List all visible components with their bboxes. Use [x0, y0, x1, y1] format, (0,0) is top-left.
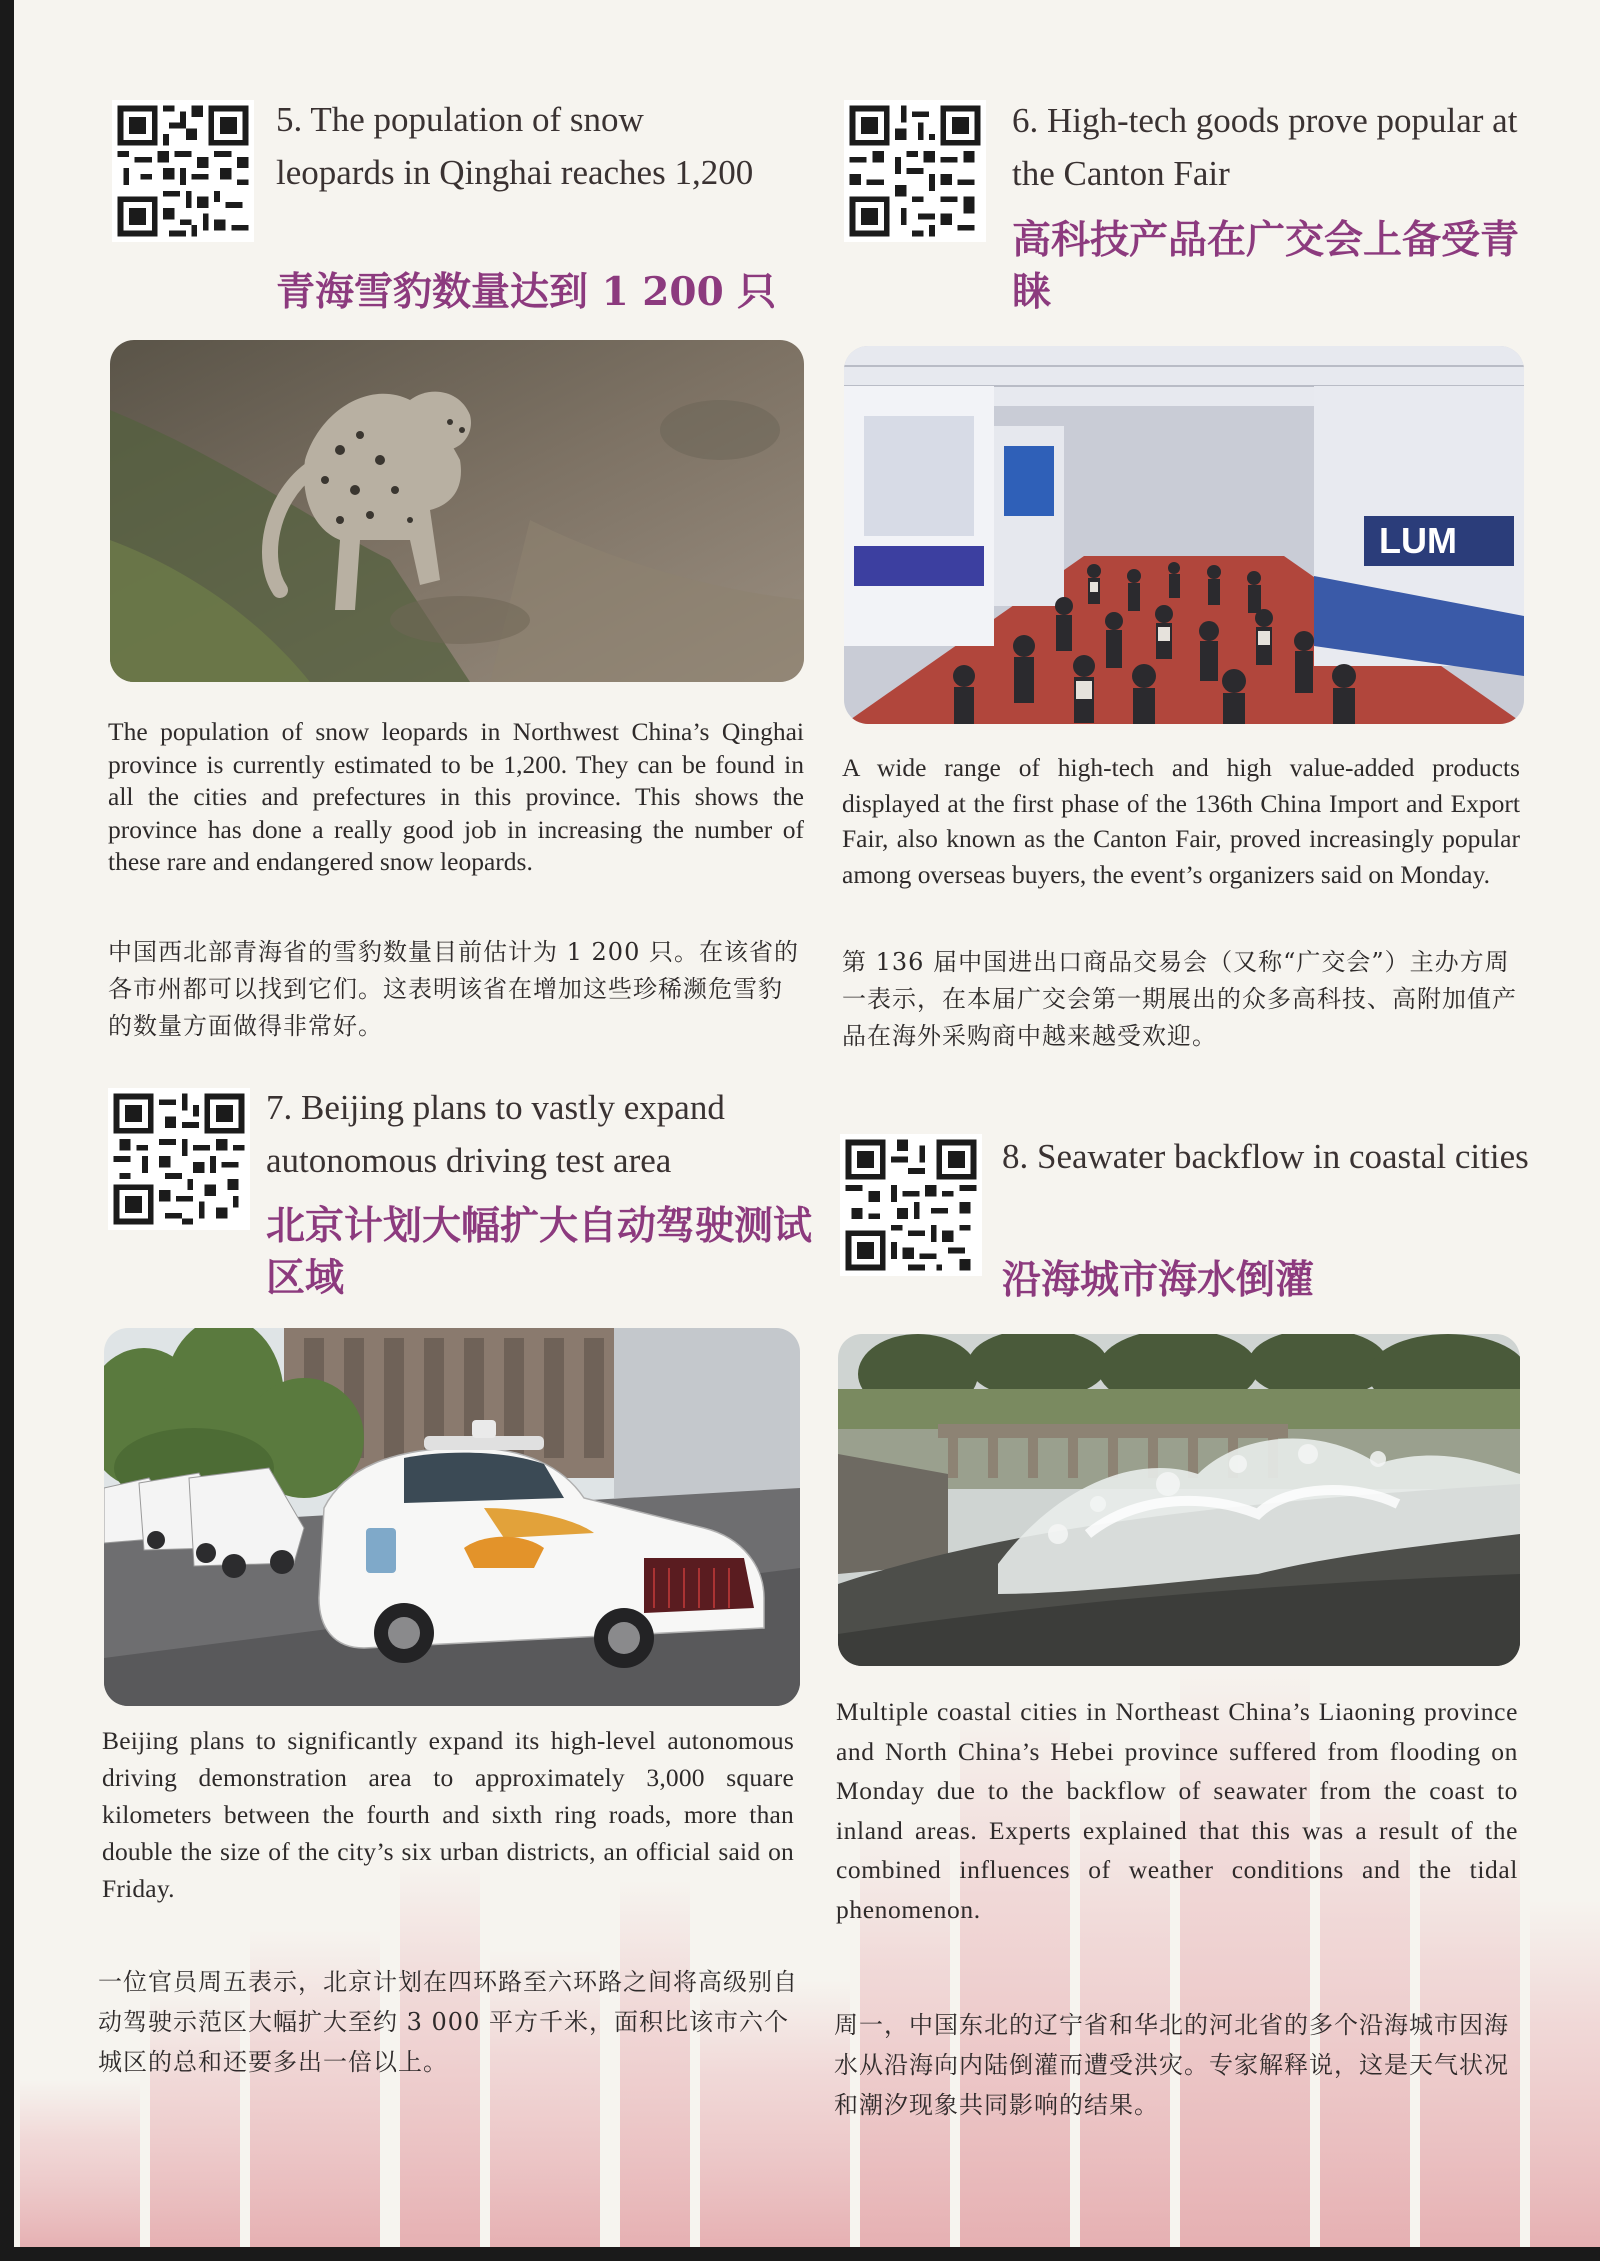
article-body-en: Multiple coastal cities in Northeast China’s Liaoning province and North China’s Hebei province suffered from flooding on Monday due to the backflow of seawater from the coast to inland areas. Experts explained that this was a result of the combined influences of weather conditions and the tidal phenomenon. — [836, 1697, 1518, 1924]
article-body-en: A wide range of high-tech and high value-added products displayed at the first phase of the 136th China Import and Export Fair, also known as the Canton Fair, proved increasingly popular among overseas buyers, the event’s organizers said on Monday. — [842, 753, 1520, 889]
article-title-cn: 青海雪豹数量达到 1 200 只 — [276, 269, 777, 315]
article-title-en: 7. Beijing plans to vastly expand autonomous driving test area — [266, 1088, 725, 1180]
qr-code[interactable] — [840, 1134, 982, 1276]
qr-code[interactable] — [844, 100, 986, 242]
canton-fair-photo — [844, 346, 1524, 724]
article-body-cn: 中国西北部青海省的雪豹数量目前估计为 1 200 只。在该省的各市州都可以找到它们。这表明该省在增加这些珍稀濒危雪豹的数量方面做得非常好。 — [108, 938, 799, 1040]
qr-code[interactable] — [108, 1088, 250, 1230]
article-body-cn: 周一，中国东北的辽宁省和华北的河北省的多个沿海城市因海水从沿海向内陆倒灌而遭受洪灾。专家解释说，这是天气状况和潮汐现象共同影响的结果。 — [834, 2011, 1509, 2119]
article-body-cn: 第 136 届中国进出口商品交易会（又称“广交会”）主办方周一表示，在本届广交会第一期展出的众多高科技、高附加值产品在海外采购商中越来越受欢迎。 — [842, 948, 1517, 1050]
article-title-en: 8. Seawater backflow in coastal cities — [1002, 1137, 1529, 1176]
article-title-en: 6. High-tech goods prove popular at the Canton Fair — [1012, 101, 1518, 193]
article-body-en: The population of snow leopards in Northwest China’s Qinghai province is currently estimated to be 1,200. They can be found in all the cities and prefectures in this province. This shows the province has done a really good job in increasing the number of these rare and endangered snow leopards. — [108, 717, 804, 876]
article-title-en: 5. The population of snow leopards in Qinghai reaches 1,200 — [276, 100, 754, 192]
article-body-cn: 一位官员周五表示，北京计划在四环路至六环路之间将高级别自动驾驶示范区大幅扩大至约 3 000 平方千米，面积比该市六个城区的总和还要多出一倍以上。 — [98, 1968, 798, 2076]
article-title-cn: 沿海城市海水倒灌 — [1002, 1257, 1315, 1303]
scan-edge-bottom — [0, 2247, 1600, 2261]
seawater-backflow-photo — [838, 1334, 1520, 1666]
snow-leopard-photo — [110, 340, 804, 682]
autonomous-car-photo — [104, 1328, 800, 1706]
booth-sign-text: LUM — [1379, 520, 1457, 561]
qr-code[interactable] — [112, 100, 254, 242]
article-body-en: Beijing plans to significantly expand its high-level autonomous driving demonstration area to approximately 3,000 square kilometers between the fourth and sixth ring roads, more than double the size of the city’s six urban districts, an official said on Friday. — [102, 1726, 794, 1903]
article-title-cn: 北京计划大幅扩大自动驾驶测试区域 — [266, 1203, 813, 1301]
article-title-cn: 高科技产品在广交会上备受青睐 — [1012, 217, 1520, 315]
